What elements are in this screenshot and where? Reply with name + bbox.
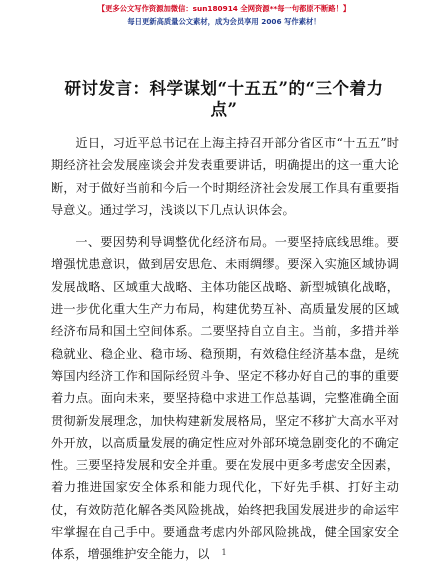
- promo-banner-line2: 每日更新高质量公文素材，成为会员享用 2006 写作素材！: [127, 17, 321, 26]
- paragraph-intro: 近日，习近平总书记在上海主持召开部分省区市“十五五”时期经济社会发展座谈会并发表重要讲话，明确提出的这一重大论断，对于做好当前和今后一个时期经济社会发展工作具有重要指导意义。通过学习，浅谈以下几点认识体会。: [51, 136, 399, 217]
- document-title: 研讨发言：科学谋划“十五五”的“三个着力点”: [64, 79, 384, 119]
- page-number: 1: [221, 548, 227, 557]
- promo-banner-line1: 【更多公文写作资源加微信：sun180914 全网资源**每一句都原不断路！】: [97, 4, 351, 13]
- paragraph-section-one: 一、要因势利导调整优化经济布局。一要坚持底线思维。要增强忧患意识，做到居安思危、未雨绸缪。要深入实施区域协调发展战略、区域重大战略、主体功能区战略、新型城镇化战略，进一步优化重大生产力布局，构建优势互补、高质量发展的区域经济布局和国土空间体系。二要坚持自立自主。当前，多措并举稳就业、稳企业、稳市场、稳预期，有效稳住经济基本盘，是统筹国内经济工作和国际经贸斗争、坚定不移办好自己的事的重要着力点。面向未来，要坚持稳中求进工作总基调，完整准确全面贯彻新发展理念，加快构建新发展格局，坚定不移扩大高水平对外开放，以高质量发展的确定性应对外部环境急剧变化的不确定性。三要坚持发展和安全并重。要在发展中更多考虑安全因素，着力推进国家安全体系和能力现代化，下好先手棋、打好主动仗，有效防范化解各类风险挑战，始终把我国发展进步的命运牢牢掌握在自己手中。要通盘考虑内外部风险挑战，健全国家安全体系，增强维护安全能力，以: [51, 235, 399, 562]
- document-body: [51, 132, 399, 566]
